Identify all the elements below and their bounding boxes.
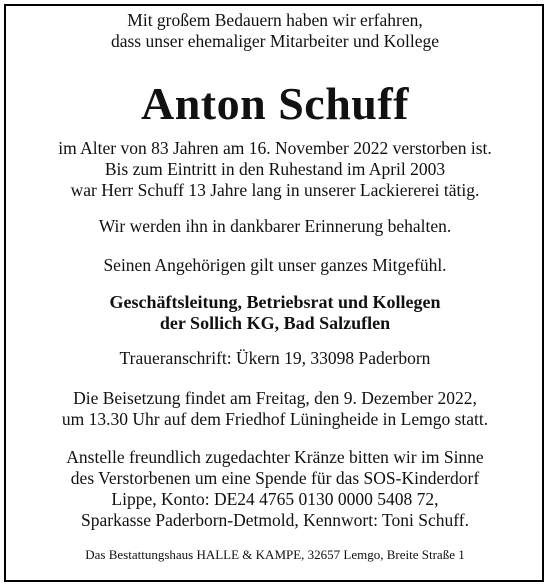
donation-line: Sparkasse Paderborn-Detmold, Kennwort: Toni Schuff. bbox=[81, 510, 469, 530]
donation-block bbox=[0, 447, 550, 531]
donation-line: Lippe, Konto: DE24 4765 0130 0000 5408 72, bbox=[111, 489, 439, 509]
remembrance-block bbox=[0, 216, 550, 237]
mourning-address-block bbox=[0, 348, 550, 369]
donation-line: des Verstorbenen um eine Spende für das SOS-Kinderdorf bbox=[70, 468, 480, 488]
deceased-name-block bbox=[0, 78, 550, 130]
footer-block bbox=[0, 547, 550, 563]
intro-line: Mit großem Bedauern haben wir erfahren, bbox=[127, 10, 423, 30]
remembrance-text: Wir werden ihn in dankbarer Erinnerung behalten. bbox=[98, 216, 452, 236]
donation-line: Anstelle freundlich zugedachter Kränze bitten wir im Sinne bbox=[66, 447, 484, 467]
details-line: war Herr Schuff 13 Jahre lang in unserer Lackiererei tätig. bbox=[70, 180, 480, 200]
intro-block bbox=[0, 10, 550, 52]
signature-block bbox=[0, 292, 550, 334]
mourning-address: Traueranschrift: Ükern 19, 33098 Paderborn bbox=[119, 348, 431, 368]
funeral-line: um 13.30 Uhr auf dem Friedhof Lüningheide in Lemgo statt. bbox=[61, 409, 489, 429]
details-line: im Alter von 83 Jahren am 16. November 2022 verstorben ist. bbox=[58, 138, 492, 158]
funeral-block bbox=[0, 388, 550, 430]
signature-line: Geschäftsleitung, Betriebsrat und Kollegen bbox=[109, 292, 441, 312]
funeral-line: Die Beisetzung findet am Freitag, den 9. Dezember 2022, bbox=[73, 388, 477, 408]
details-line: Bis zum Eintritt in den Ruhestand im April 2003 bbox=[104, 159, 446, 179]
deceased-name: Anton Schuff bbox=[140, 78, 409, 129]
signature-line: der Sollich KG, Bad Salzuflen bbox=[159, 313, 391, 333]
funeral-home-footer: Das Bestattungshaus HALLE & KAMPE, 32657 Lemgo, Breite Straße 1 bbox=[85, 547, 465, 562]
details-block bbox=[0, 138, 550, 201]
intro-line: dass unser ehemaliger Mitarbeiter und Kollege bbox=[110, 31, 439, 51]
condolence-text: Seinen Angehörigen gilt unser ganzes Mitgefühl. bbox=[103, 255, 447, 275]
condolence-block bbox=[0, 255, 550, 276]
